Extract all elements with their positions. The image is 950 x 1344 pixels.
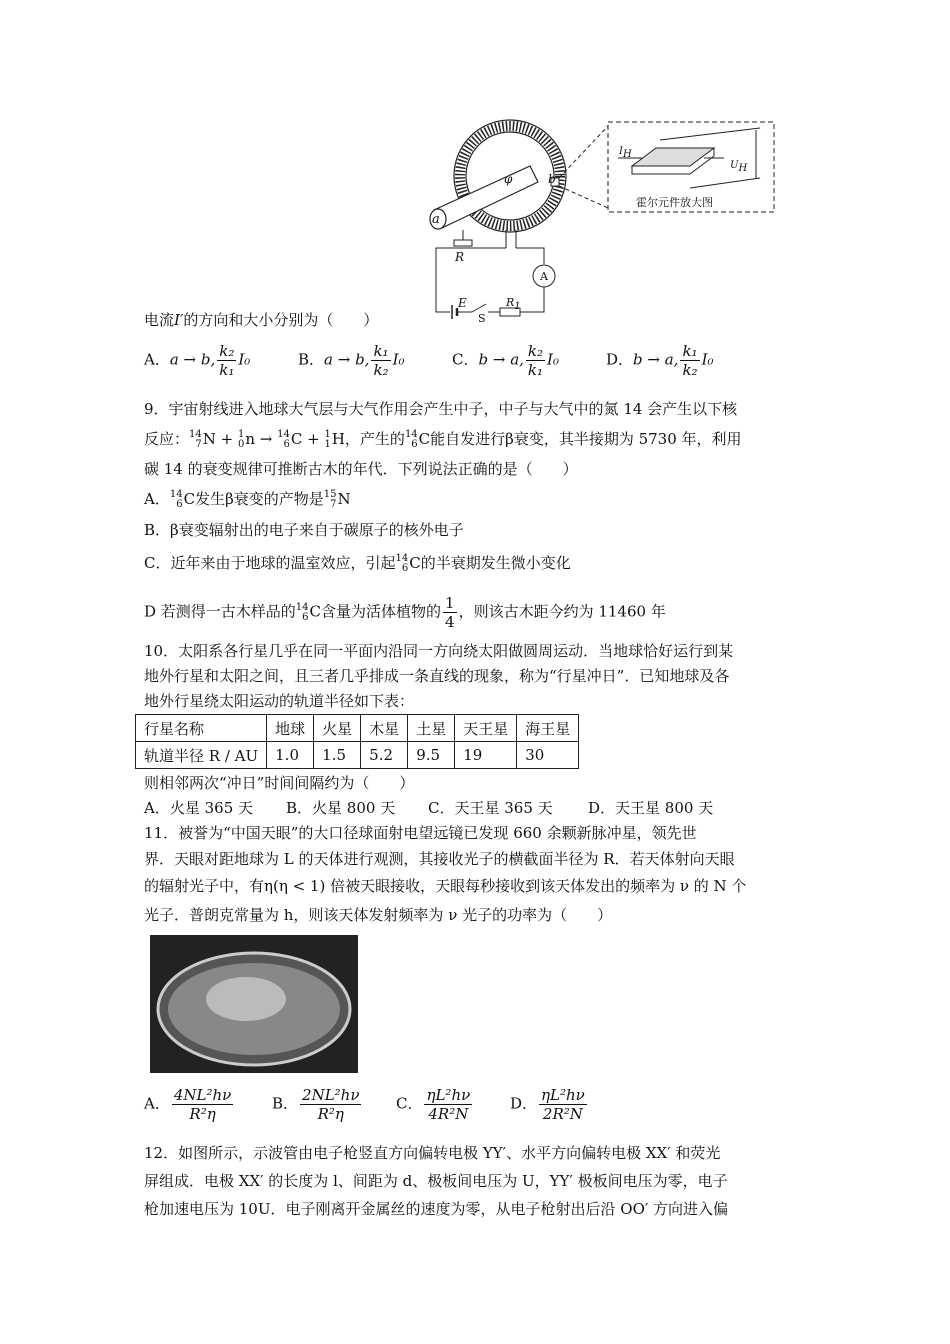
q8-option-a[interactable]: A．a → b, $\frac{\text{k₂}}{\text{k₁}}$ I₀ [144, 342, 251, 379]
q9-option-d[interactable]: D 若测得一古木样品的 14 6 C含量为活体植物的 $\frac{1}{4}$ ，则该古木距今约为 11460 年 [144, 594, 666, 631]
q11-line-2: 界．天眼对距地球为 L 的天体进行观测，其接收光子的横截面半径为 R．若天体射向天眼 [144, 850, 735, 868]
r1-label: $R_1$ [506, 296, 521, 313]
q11-line-4: 光子．普朗克常量为 h，则该天体发射频率为 ν 光子的功率为（ ） [144, 906, 613, 924]
q11-option-d[interactable]: D． $\frac{\text{ηL²hν}}{\text{2R²N}}$ [510, 1086, 585, 1123]
ammeter-label: A [540, 270, 548, 283]
switch-label: S [478, 312, 486, 325]
q9-line-3: 碳 14 的衰变规律可推断古木的年代．下列说法正确的是（ ） [144, 460, 578, 478]
table-cell: 9.5 [408, 742, 455, 769]
table-cell: 轨道半径 R / AU [136, 742, 267, 769]
q9-line-1: 9．宇宙射线进入地球大气层与大气作用会产生中子，中子与大气中的氮 14 会产生以下核 [144, 400, 738, 418]
q8-option-b[interactable]: B．a → b, $\frac{\text{k₁}}{\text{k₂}}$ I₀ [298, 342, 405, 379]
table-cell: 火星 [314, 715, 361, 742]
q12-line-2: 屏组成．电极 XX′ 的长度为 l、间距为 d、极板间电压为 U，YY′ 极板间电压为零，电子 [144, 1172, 728, 1190]
table-cell: 19 [455, 742, 517, 769]
q10-line-2: 地外行星和太阳之间，且三者几乎排成一条直线的现象，称为“行星冲日”．已知地球及各 [144, 667, 730, 685]
q10-question: 则相邻两次“冲日”时间间隔约为（ ） [144, 774, 415, 792]
phi-label: φ [504, 172, 513, 186]
table-cell: 1.0 [267, 742, 314, 769]
table-cell: 地球 [267, 715, 314, 742]
b-label: b [548, 172, 556, 186]
q11-line-3: 的辐射光子中，有η(η < 1) 倍被天眼接收，天眼每秒接收到该天体发出的频率为 ν 的 N 个 [144, 877, 747, 895]
q12-line-1: 12．如图所示，示波管由电子枪竖直方向偏转电极 YY′、水平方向偏转电极 XX′ 和荧光 [144, 1144, 721, 1162]
table-cell: 1.5 [314, 742, 361, 769]
a-label: a [432, 212, 440, 227]
table-cell: 木星 [361, 715, 408, 742]
q10-line-3: 地外行星绕太阳运动的轨道半径如下表： [144, 692, 415, 710]
table-cell: 土星 [408, 715, 455, 742]
table-row [136, 715, 579, 742]
hall-current-label: $I_H$ [619, 146, 632, 160]
q9-line-2: 反应： 14 7 N + 1 0 n → 14 6 C + 1 1 H，产生的 14 6 C能自发进行β衰变，其半接期为 5730 年，利用 [144, 429, 742, 450]
table-cell: 5.2 [361, 742, 408, 769]
q10-option-c[interactable]: C．天王星 365 天 [428, 799, 553, 817]
q11-option-a[interactable]: A． $\frac{\text{4NL²hν}}{\text{R²η}}$ [144, 1086, 232, 1123]
q11-option-c[interactable]: C． $\frac{\text{ηL²hν}}{\text{4R²N}}$ [396, 1086, 471, 1123]
orbit-radius-table [135, 714, 579, 769]
q10-option-d[interactable]: D．天王星 800 天 [588, 799, 714, 817]
q11-option-b[interactable]: B． $\frac{\text{2NL²hν}}{\text{R²η}}$ [272, 1086, 360, 1123]
hall-voltage-label: $U_H$ [730, 160, 748, 174]
table-row [136, 742, 579, 769]
q10-option-b[interactable]: B．火星 800 天 [286, 799, 396, 817]
telescope-photo [150, 935, 358, 1073]
q10-line-1: 10．太阳系各行星几乎在同一平面内沿同一方向绕太阳做圆周运动．当地球恰好运行到某 [144, 642, 734, 660]
q9-option-a[interactable]: A． 14 6 C发生β衰变的产物是 15 7 N [144, 489, 351, 510]
table-cell: 行星名称 [136, 715, 267, 742]
q8-stem: 电流I′的方向和大小分别为（ ） [144, 311, 379, 329]
table-cell: 30 [517, 742, 579, 769]
q10-option-a[interactable]: A．火星 365 天 [144, 799, 253, 817]
table-cell: 海王星 [517, 715, 579, 742]
table-cell: 天王星 [455, 715, 517, 742]
battery-label: E [458, 296, 467, 310]
rheostat-label: R [455, 250, 465, 264]
q8-option-c[interactable]: C．b → a, $\frac{\text{k₂}}{\text{k₁}}$ I₀ [452, 342, 559, 379]
q9-option-c[interactable]: C．近年来由于地球的温室效应，引起 14 6 C的半衰期发生微小变化 [144, 553, 571, 574]
q11-line-1: 11．被誉为“中国天眼”的大口径球面射电望远镜已发现 660 余颗新脉冲星，领先世 [144, 824, 697, 842]
q9-option-b[interactable]: B．β衰变辐射出的电子来自于碳原子的核外电子 [144, 521, 464, 539]
q8-option-d[interactable]: D．b → a, $\frac{\text{k₁}}{\text{k₂}}$ I₀ [606, 342, 714, 379]
q12-line-3: 枪加速电压为 10U．电子刚离开金属丝的速度为零，从电子枪射出后沿 OO′ 方向进入偏 [144, 1200, 729, 1218]
toroid-circuit-diagram [420, 118, 780, 328]
inset-caption: 霍尔元件放大图 [636, 196, 713, 209]
